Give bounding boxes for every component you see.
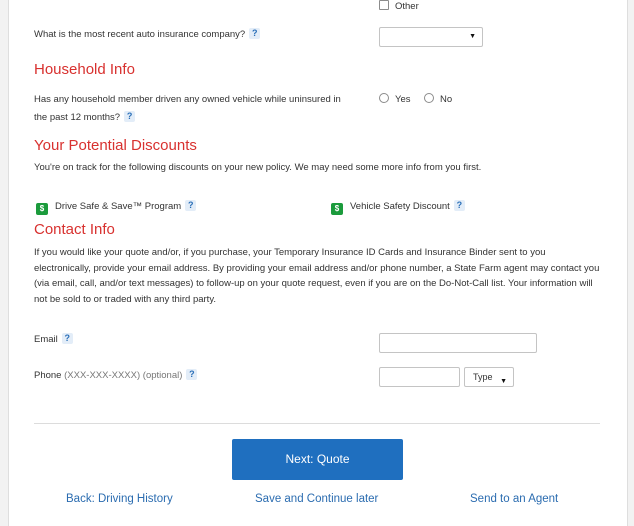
auto-insurance-label: What is the most recent auto insurance company? <box>34 29 246 40</box>
auto-insurance-select[interactable] <box>379 27 483 47</box>
chevron-down-icon: ▼ <box>500 378 507 385</box>
next-quote-button[interactable]: Next: Quote <box>232 439 403 480</box>
help-icon[interactable]: ? <box>249 28 260 39</box>
dollar-badge-icon: $ <box>36 203 48 215</box>
discounts-title: Your Potential Discounts <box>34 137 197 154</box>
contact-title: Contact Info <box>34 221 115 238</box>
household-title: Household Info <box>34 61 135 78</box>
no-radio[interactable] <box>424 93 434 103</box>
discounts-intro: You're on track for the following discounts on your new policy. We may need some more info from you first. <box>34 162 482 173</box>
save-continue-later-link[interactable]: Save and Continue later <box>255 493 379 505</box>
other-option[interactable] <box>379 0 419 16</box>
yes-label: Yes <box>395 94 411 105</box>
back-driving-history-link[interactable]: Back: Driving History <box>66 493 173 505</box>
auto-insurance-question <box>34 26 260 44</box>
household-yes-option[interactable] <box>379 91 411 109</box>
contact-paragraph <box>34 245 624 307</box>
discount-label: Vehicle Safety Discount <box>350 201 450 212</box>
help-icon[interactable]: ? <box>186 369 197 380</box>
phone-type-select[interactable] <box>464 367 514 387</box>
phone-field[interactable] <box>379 367 460 387</box>
chevron-down-icon: ▼ <box>469 33 476 40</box>
section-divider <box>34 423 600 424</box>
contact-paragraph-line: If you would like your quote and/or, if you purchase, your Temporary Insurance ID Cards and Insurance Binder sent to you <box>34 247 546 258</box>
contact-paragraph-line: (via email, call, and/or text messages) to follow-up on your quote request, even if you are on the Do-Not-Call list. Your information will <box>34 278 593 289</box>
help-icon[interactable]: ? <box>185 200 196 211</box>
email-label: Email <box>34 334 58 345</box>
form-card <box>8 0 628 526</box>
discount-vehicle-safety <box>331 200 465 215</box>
household-no-option[interactable] <box>424 91 452 109</box>
phone-label: Phone <box>34 370 62 381</box>
other-label: Other <box>395 1 419 12</box>
phone-format-hint: (XXX-XXX-XXXX) (optional) <box>64 370 183 381</box>
household-question-line2: the past 12 months? <box>34 112 121 123</box>
phone-row-label <box>34 367 197 385</box>
other-checkbox[interactable] <box>379 0 389 10</box>
contact-paragraph-line: electronically, provide your email address. By providing your email address and/or phone number, a State Farm agent may contact you <box>34 262 600 274</box>
help-icon[interactable]: ? <box>124 111 135 122</box>
no-label: No <box>440 94 453 105</box>
email-field[interactable] <box>379 333 537 353</box>
send-to-agent-link[interactable]: Send to an Agent <box>470 493 559 505</box>
discount-drive-safe <box>36 200 196 215</box>
dollar-badge-icon: $ <box>331 203 343 215</box>
yes-radio[interactable] <box>379 93 389 103</box>
phone-type-value: Type <box>473 372 493 382</box>
contact-paragraph-line: not be sold to or traded with any third party. <box>34 293 217 305</box>
help-icon[interactable]: ? <box>62 333 73 344</box>
household-question <box>34 91 354 127</box>
discount-label: Drive Safe & Save™ Program <box>55 201 182 212</box>
household-question-line1: Has any household member driven any owned vehicle while uninsured in <box>34 94 341 105</box>
help-icon[interactable]: ? <box>454 200 465 211</box>
email-row-label <box>34 331 73 349</box>
